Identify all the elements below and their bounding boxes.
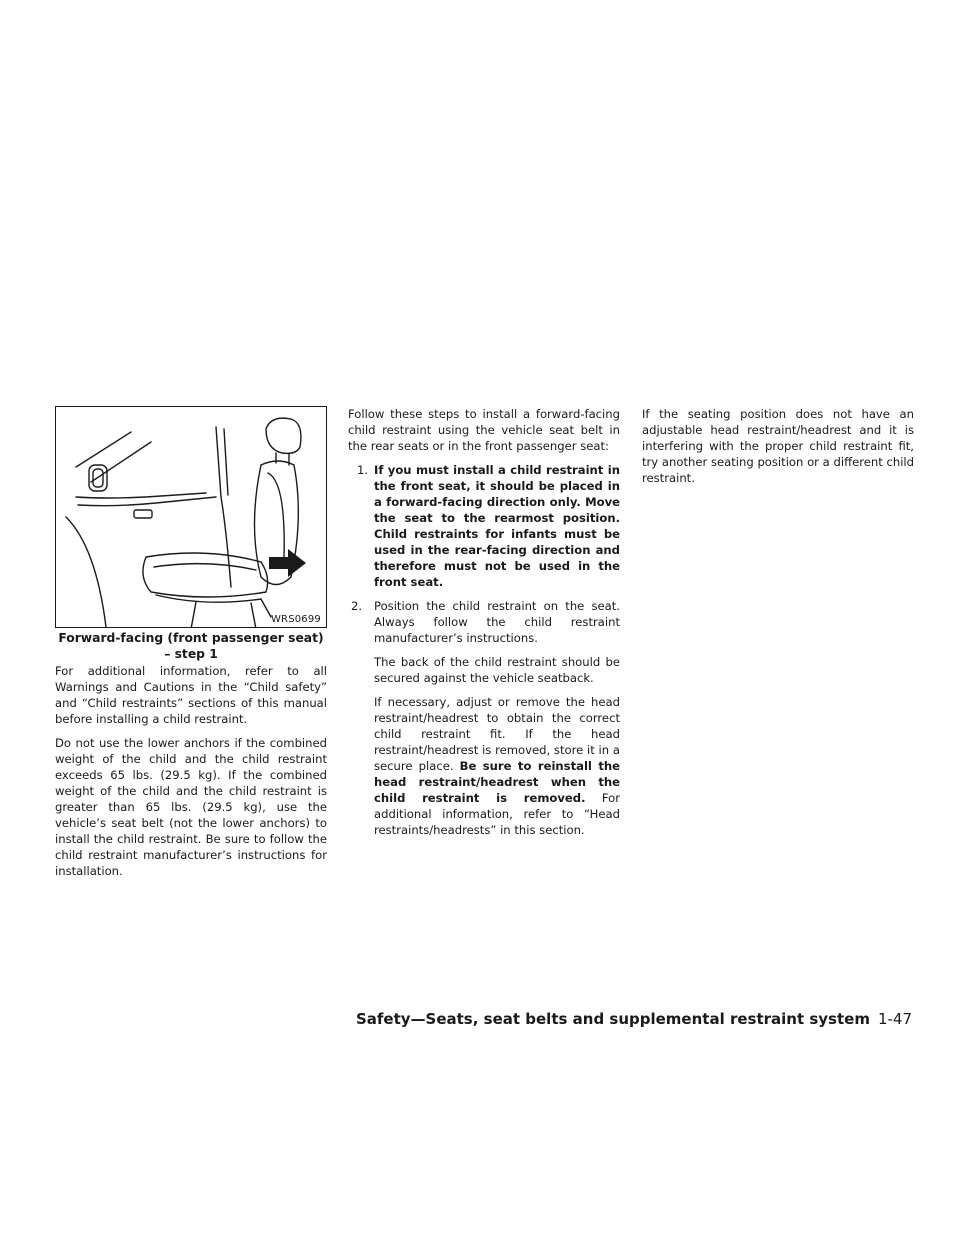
step-2 [348, 598, 620, 646]
paragraph-intro: Follow these steps to install a forward-facing child restraint using the vehicle seat belt in the rear seats or in the front passenger seat: [348, 407, 620, 453]
column-1 [55, 663, 327, 887]
page-footer [356, 1010, 912, 1028]
figure-caption: Forward-facing (front passenger seat) – step 1 [58, 631, 324, 661]
step-number: 2. [351, 599, 363, 613]
paragraph-headrest [348, 694, 620, 838]
paragraph-seatback: The back of the child restraint should be secured against the vehicle seatback. [374, 655, 620, 685]
text-run-bold: Be sure to reinstall the head restraint/headrest when the child restraint is removed. [374, 759, 620, 805]
step-number: 1. [357, 463, 369, 477]
text-run: If necessary, adjust or remove the head restraint/headrest to obtain the correct child restraint fit. If the head restraint/headrest is removed, store it in a secure place. [374, 695, 620, 773]
column-3 [642, 406, 914, 494]
column-2 [348, 406, 620, 846]
figure-code: WRS0699 [270, 614, 321, 625]
seat-drawing [56, 407, 327, 628]
text-run: For additional information, refer to “Head restraints/headrests” in this section. [374, 791, 620, 837]
step-text: If you must install a child restraint in the front seat, it should be placed in a forward-facing direction only. Move the seat to the rearmost position. Child restraints for infants must be used in the rear-facing direction and therefore must not be used in the front seat. [374, 463, 620, 589]
footer-title: Safety—Seats, seat belts and supplemental restraint system [355, 1010, 870, 1028]
step-text: Position the child restraint on the seat. Always follow the child restraint manufacturer’s instructions. [374, 599, 620, 645]
page-number: 1-47 [877, 1010, 912, 1028]
arrow-right-icon [269, 549, 306, 577]
seat-illustration [55, 406, 327, 628]
paragraph-warnings: For additional information, refer to all Warnings and Cautions in the “Child safety” and “Child restraints” sections of this manual before installing a child restraint. [55, 664, 327, 726]
paragraph-seating-position: If the seating position does not have an adjustable head restraint/headrest and it is interfering with the proper child restraint fit, try another seating position or a different child restraint. [642, 407, 914, 485]
step-1 [348, 462, 620, 590]
paragraph-lower-anchors: Do not use the lower anchors if the combined weight of the child and the child restraint exceeds 65 lbs. (29.5 kg). If the combined weight of the child and the child restraint is greater than 65 lbs. (29.5 kg), use the vehicle’s seat belt (not the lower anchors) to install the child restraint. Be sure to follow the child restraint manufacturer’s instructions for installation. [55, 736, 327, 878]
